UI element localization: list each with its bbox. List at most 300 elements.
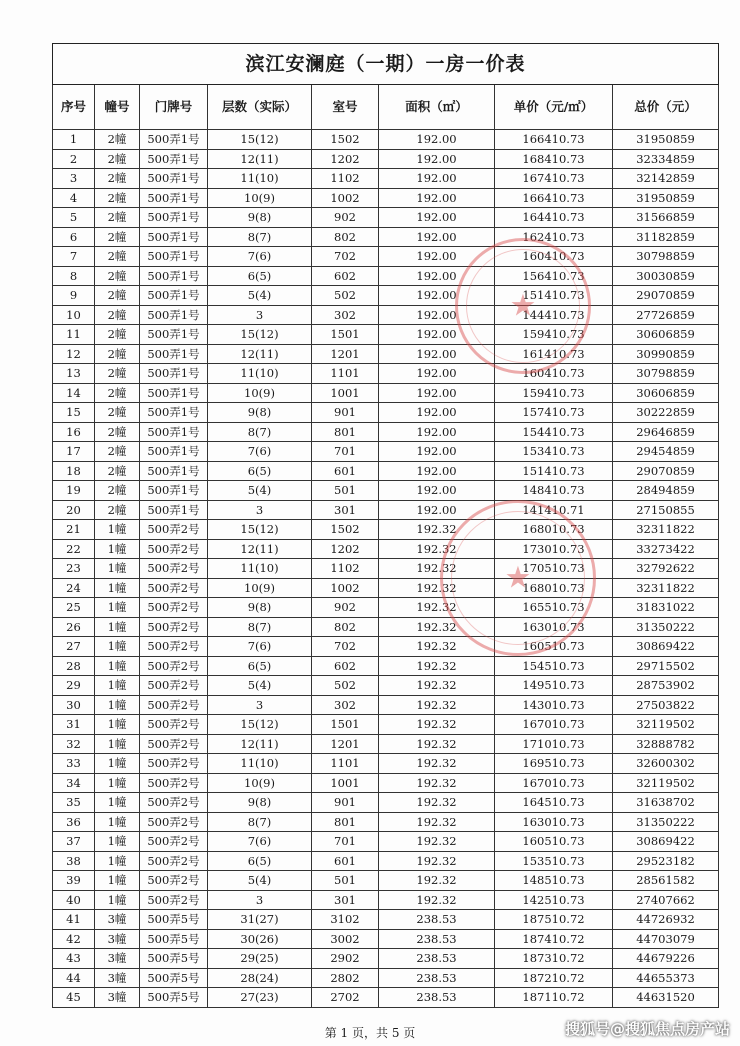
table-cell: 500弄5号	[140, 929, 208, 949]
table-cell: 160510.73	[495, 832, 613, 852]
table-row	[53, 559, 719, 579]
table-cell: 192.00	[379, 344, 495, 364]
table-cell: 192.32	[379, 715, 495, 735]
table-cell: 1幢	[95, 598, 140, 618]
table-cell: 602	[312, 656, 379, 676]
table-cell: 19	[53, 481, 95, 501]
table-cell: 192.32	[379, 695, 495, 715]
table-cell: 31182859	[613, 227, 719, 247]
table-cell: 8	[53, 266, 95, 286]
table-cell: 29715502	[613, 656, 719, 676]
table-cell: 1幢	[95, 812, 140, 832]
table-row	[53, 578, 719, 598]
table-cell: 500弄2号	[140, 676, 208, 696]
table-cell: 1501	[312, 715, 379, 735]
table-cell: 8(7)	[208, 812, 312, 832]
table-cell: 601	[312, 851, 379, 871]
table-cell: 2幢	[95, 383, 140, 403]
table-row	[53, 422, 719, 442]
table-cell: 28494859	[613, 481, 719, 501]
table-cell: 159410.73	[495, 383, 613, 403]
table-cell: 2幢	[95, 461, 140, 481]
table-row	[53, 149, 719, 169]
table-cell: 801	[312, 422, 379, 442]
table-cell: 3102	[312, 910, 379, 930]
table-cell: 32	[53, 734, 95, 754]
table-cell: 11(10)	[208, 754, 312, 774]
table-cell: 168410.73	[495, 149, 613, 169]
table-cell: 500弄1号	[140, 481, 208, 501]
table-row	[53, 130, 719, 150]
table-cell: 500弄1号	[140, 344, 208, 364]
table-cell: 187510.72	[495, 910, 613, 930]
table-cell: 3幢	[95, 988, 140, 1008]
table-cell: 702	[312, 637, 379, 657]
column-header: 面积（㎡）	[379, 85, 495, 130]
table-cell: 500弄2号	[140, 832, 208, 852]
table-cell: 1幢	[95, 539, 140, 559]
table-row	[53, 754, 719, 774]
table-cell: 1幢	[95, 793, 140, 813]
table-cell: 44679226	[613, 949, 719, 969]
table-cell: 9(8)	[208, 403, 312, 423]
table-cell: 238.53	[379, 949, 495, 969]
table-cell: 144410.73	[495, 305, 613, 325]
table-cell: 149510.73	[495, 676, 613, 696]
table-cell: 27150855	[613, 500, 719, 520]
table-cell: 1202	[312, 539, 379, 559]
table-cell: 192.00	[379, 364, 495, 384]
table-cell: 28(24)	[208, 968, 312, 988]
table-cell: 12(11)	[208, 149, 312, 169]
table-cell: 500弄2号	[140, 637, 208, 657]
table-cell: 168010.73	[495, 578, 613, 598]
table-cell: 17	[53, 442, 95, 462]
table-cell: 30	[53, 695, 95, 715]
column-header: 幢号	[95, 85, 140, 130]
table-cell: 32334859	[613, 149, 719, 169]
table-cell: 31(27)	[208, 910, 312, 930]
table-cell: 40	[53, 890, 95, 910]
table-row	[53, 208, 719, 228]
table-row	[53, 227, 719, 247]
table-cell: 500弄2号	[140, 539, 208, 559]
table-cell: 5	[53, 208, 95, 228]
table-cell: 29454859	[613, 442, 719, 462]
table-cell: 502	[312, 286, 379, 306]
table-cell: 500弄1号	[140, 188, 208, 208]
table-cell: 44	[53, 968, 95, 988]
table-cell: 15(12)	[208, 520, 312, 540]
table-cell: 1幢	[95, 695, 140, 715]
table-cell: 500弄2号	[140, 695, 208, 715]
table-cell: 187210.72	[495, 968, 613, 988]
table-row	[53, 988, 719, 1008]
table-cell: 500弄2号	[140, 656, 208, 676]
table-cell: 500弄2号	[140, 617, 208, 637]
table-cell: 44655373	[613, 968, 719, 988]
table-cell: 154410.73	[495, 422, 613, 442]
table-cell: 7(6)	[208, 832, 312, 852]
table-cell: 30798859	[613, 247, 719, 267]
table-cell: 37	[53, 832, 95, 852]
table-cell: 2幢	[95, 266, 140, 286]
table-cell: 32119502	[613, 773, 719, 793]
table-cell: 192.00	[379, 422, 495, 442]
table-row	[53, 286, 719, 306]
table-cell: 148510.73	[495, 871, 613, 891]
table-row	[53, 656, 719, 676]
table-cell: 9(8)	[208, 598, 312, 618]
table-cell: 35	[53, 793, 95, 813]
table-cell: 192.32	[379, 520, 495, 540]
table-cell: 1幢	[95, 851, 140, 871]
table-cell: 5(4)	[208, 481, 312, 501]
table-cell: 12(11)	[208, 344, 312, 364]
table-cell: 27726859	[613, 305, 719, 325]
table-cell: 192.32	[379, 676, 495, 696]
table-cell: 500弄2号	[140, 890, 208, 910]
table-cell: 1幢	[95, 890, 140, 910]
table-cell: 192.00	[379, 247, 495, 267]
table-cell: 162410.73	[495, 227, 613, 247]
table-cell: 167410.73	[495, 169, 613, 189]
table-cell: 192.00	[379, 130, 495, 150]
table-cell: 164410.73	[495, 208, 613, 228]
table-cell: 12	[53, 344, 95, 364]
table-cell: 192.32	[379, 637, 495, 657]
table-cell: 154510.73	[495, 656, 613, 676]
table-cell: 192.00	[379, 149, 495, 169]
table-row	[53, 890, 719, 910]
table-cell: 24	[53, 578, 95, 598]
table-cell: 44703079	[613, 929, 719, 949]
table-cell: 500弄5号	[140, 968, 208, 988]
table-cell: 11(10)	[208, 364, 312, 384]
table-cell: 802	[312, 617, 379, 637]
table-cell: 501	[312, 871, 379, 891]
table-cell: 500弄1号	[140, 149, 208, 169]
table-cell: 192.00	[379, 286, 495, 306]
table-cell: 34	[53, 773, 95, 793]
table-cell: 10(9)	[208, 773, 312, 793]
table-cell: 500弄1号	[140, 442, 208, 462]
table-cell: 153510.73	[495, 851, 613, 871]
table-cell: 192.32	[379, 598, 495, 618]
table-cell: 500弄1号	[140, 403, 208, 423]
table-cell: 500弄2号	[140, 773, 208, 793]
price-table	[52, 43, 719, 1008]
table-cell: 1幢	[95, 871, 140, 891]
table-cell: 801	[312, 812, 379, 832]
table-cell: 2幢	[95, 422, 140, 442]
table-cell: 11	[53, 325, 95, 345]
table-cell: 7(6)	[208, 247, 312, 267]
table-cell: 30030859	[613, 266, 719, 286]
table-cell: 192.32	[379, 793, 495, 813]
table-cell: 1102	[312, 559, 379, 579]
table-row	[53, 383, 719, 403]
table-cell: 192.32	[379, 832, 495, 852]
table-cell: 2幢	[95, 188, 140, 208]
watermark: 搜狐号@搜狐焦点房产站	[564, 1020, 730, 1038]
table-row	[53, 929, 719, 949]
table-cell: 1幢	[95, 715, 140, 735]
table-cell: 1幢	[95, 754, 140, 774]
table-cell: 161410.73	[495, 344, 613, 364]
company-seal-stamp: ★	[440, 500, 596, 656]
table-cell: 7(6)	[208, 637, 312, 657]
column-header: 序号	[53, 85, 95, 130]
table-cell: 3	[53, 169, 95, 189]
table-cell: 2幢	[95, 325, 140, 345]
table-cell: 30869422	[613, 832, 719, 852]
table-cell: 500弄1号	[140, 422, 208, 442]
table-cell: 602	[312, 266, 379, 286]
table-cell: 142510.73	[495, 890, 613, 910]
table-cell: 192.32	[379, 754, 495, 774]
table-cell: 500弄1号	[140, 325, 208, 345]
table-cell: 500弄5号	[140, 949, 208, 969]
table-cell: 39	[53, 871, 95, 891]
table-cell: 902	[312, 598, 379, 618]
table-cell: 3	[208, 305, 312, 325]
table-cell: 1201	[312, 734, 379, 754]
table-cell: 192.00	[379, 266, 495, 286]
table-cell: 31831022	[613, 598, 719, 618]
table-cell: 2幢	[95, 208, 140, 228]
table-cell: 192.00	[379, 500, 495, 520]
table-cell: 151410.73	[495, 286, 613, 306]
table-cell: 36	[53, 812, 95, 832]
table-cell: 165510.73	[495, 598, 613, 618]
table-cell: 11(10)	[208, 559, 312, 579]
table-cell: 1102	[312, 169, 379, 189]
table-cell: 500弄2号	[140, 851, 208, 871]
table-cell: 30222859	[613, 403, 719, 423]
table-cell: 192.00	[379, 383, 495, 403]
table-row	[53, 325, 719, 345]
table-cell: 5(4)	[208, 286, 312, 306]
table-cell: 160510.73	[495, 637, 613, 657]
table-cell: 31950859	[613, 188, 719, 208]
table-cell: 1幢	[95, 734, 140, 754]
table-cell: 192.00	[379, 208, 495, 228]
table-cell: 30606859	[613, 325, 719, 345]
table-cell: 1501	[312, 325, 379, 345]
table-cell: 32792622	[613, 559, 719, 579]
table-row	[53, 695, 719, 715]
table-cell: 192.32	[379, 773, 495, 793]
table-cell: 26	[53, 617, 95, 637]
table-cell: 192.32	[379, 656, 495, 676]
table-cell: 41	[53, 910, 95, 930]
table-cell: 802	[312, 227, 379, 247]
table-cell: 500弄2号	[140, 871, 208, 891]
table-cell: 28	[53, 656, 95, 676]
table-cell: 2幢	[95, 149, 140, 169]
table-cell: 32888782	[613, 734, 719, 754]
table-cell: 1502	[312, 130, 379, 150]
table-row	[53, 266, 719, 286]
table-cell: 192.32	[379, 734, 495, 754]
table-cell: 15(12)	[208, 715, 312, 735]
table-cell: 500弄2号	[140, 578, 208, 598]
table-cell: 6(5)	[208, 851, 312, 871]
table-cell: 238.53	[379, 910, 495, 930]
table-cell: 15(12)	[208, 130, 312, 150]
table-cell: 31350222	[613, 812, 719, 832]
table-cell: 166410.73	[495, 188, 613, 208]
table-cell: 1101	[312, 364, 379, 384]
table-cell: 143010.73	[495, 695, 613, 715]
table-cell: 500弄1号	[140, 227, 208, 247]
table-cell: 14	[53, 383, 95, 403]
table-cell: 32311822	[613, 578, 719, 598]
table-cell: 192.32	[379, 890, 495, 910]
table-cell: 1幢	[95, 559, 140, 579]
table-cell: 238.53	[379, 968, 495, 988]
table-cell: 500弄2号	[140, 520, 208, 540]
table-cell: 148410.73	[495, 481, 613, 501]
table-cell: 159410.73	[495, 325, 613, 345]
table-cell: 1	[53, 130, 95, 150]
table-cell: 1幢	[95, 520, 140, 540]
column-header: 门牌号	[140, 85, 208, 130]
table-cell: 163010.73	[495, 812, 613, 832]
table-cell: 1502	[312, 520, 379, 540]
table-cell: 192.00	[379, 442, 495, 462]
table-cell: 500弄1号	[140, 286, 208, 306]
table-cell: 701	[312, 832, 379, 852]
table-cell: 192.00	[379, 481, 495, 501]
table-cell: 160410.73	[495, 247, 613, 267]
table-cell: 31638702	[613, 793, 719, 813]
table-cell: 500弄2号	[140, 754, 208, 774]
table-cell: 1001	[312, 383, 379, 403]
table-row	[53, 637, 719, 657]
table-cell: 500弄2号	[140, 793, 208, 813]
table-cell: 11(10)	[208, 169, 312, 189]
table-cell: 30990859	[613, 344, 719, 364]
table-cell: 6(5)	[208, 656, 312, 676]
table-cell: 9(8)	[208, 793, 312, 813]
table-cell: 500弄2号	[140, 812, 208, 832]
table-cell: 302	[312, 305, 379, 325]
table-cell: 500弄2号	[140, 715, 208, 735]
table-cell: 501	[312, 481, 379, 501]
table-cell: 21	[53, 520, 95, 540]
table-title: 滨江安澜庭（一期）一房一价表	[53, 44, 719, 85]
table-cell: 29(25)	[208, 949, 312, 969]
table-cell: 33	[53, 754, 95, 774]
table-cell: 173010.73	[495, 539, 613, 559]
table-cell: 192.32	[379, 812, 495, 832]
table-cell: 2幢	[95, 442, 140, 462]
table-row	[53, 403, 719, 423]
table-cell: 187410.72	[495, 929, 613, 949]
table-cell: 500弄1号	[140, 305, 208, 325]
table-cell: 44726932	[613, 910, 719, 930]
table-cell: 2幢	[95, 247, 140, 267]
table-cell: 10(9)	[208, 578, 312, 598]
table-cell: 301	[312, 500, 379, 520]
table-cell: 701	[312, 442, 379, 462]
table-row	[53, 500, 719, 520]
table-cell: 8(7)	[208, 227, 312, 247]
table-cell: 13	[53, 364, 95, 384]
table-cell: 500弄2号	[140, 559, 208, 579]
table-cell: 10	[53, 305, 95, 325]
table-cell: 38	[53, 851, 95, 871]
table-cell: 6(5)	[208, 461, 312, 481]
table-cell: 500弄1号	[140, 208, 208, 228]
table-cell: 500弄1号	[140, 247, 208, 267]
table-cell: 192.32	[379, 851, 495, 871]
table-row	[53, 793, 719, 813]
table-cell: 901	[312, 793, 379, 813]
table-cell: 164510.73	[495, 793, 613, 813]
table-cell: 192.00	[379, 403, 495, 423]
table-cell: 30869422	[613, 637, 719, 657]
table-cell: 31	[53, 715, 95, 735]
table-cell: 502	[312, 676, 379, 696]
table-cell: 192.32	[379, 871, 495, 891]
table-cell: 1002	[312, 578, 379, 598]
table-cell: 160410.73	[495, 364, 613, 384]
table-cell: 15	[53, 403, 95, 423]
price-sheet	[52, 43, 718, 1008]
table-cell: 30798859	[613, 364, 719, 384]
table-row	[53, 715, 719, 735]
table-cell: 2幢	[95, 403, 140, 423]
table-cell: 192.00	[379, 188, 495, 208]
table-cell: 2幢	[95, 481, 140, 501]
table-cell: 10(9)	[208, 188, 312, 208]
table-cell: 1002	[312, 188, 379, 208]
table-cell: 5(4)	[208, 676, 312, 696]
table-cell: 18	[53, 461, 95, 481]
table-cell: 1幢	[95, 676, 140, 696]
table-cell: 3幢	[95, 910, 140, 930]
table-row	[53, 968, 719, 988]
table-cell: 901	[312, 403, 379, 423]
column-header: 室号	[312, 85, 379, 130]
table-cell: 28561582	[613, 871, 719, 891]
table-row	[53, 871, 719, 891]
table-cell: 1幢	[95, 656, 140, 676]
table-cell: 500弄1号	[140, 266, 208, 286]
table-cell: 500弄1号	[140, 169, 208, 189]
table-cell: 32119502	[613, 715, 719, 735]
table-cell: 10(9)	[208, 383, 312, 403]
table-cell: 31566859	[613, 208, 719, 228]
table-cell: 2幢	[95, 364, 140, 384]
table-cell: 42	[53, 929, 95, 949]
header-row	[53, 85, 719, 130]
table-cell: 29070859	[613, 461, 719, 481]
table-cell: 8(7)	[208, 617, 312, 637]
table-cell: 192.32	[379, 617, 495, 637]
table-cell: 141410.71	[495, 500, 613, 520]
column-header: 单价（元/㎡）	[495, 85, 613, 130]
table-cell: 31350222	[613, 617, 719, 637]
table-cell: 44631520	[613, 988, 719, 1008]
table-cell: 500弄5号	[140, 988, 208, 1008]
table-cell: 30606859	[613, 383, 719, 403]
table-cell: 192.00	[379, 169, 495, 189]
table-cell: 192.32	[379, 539, 495, 559]
